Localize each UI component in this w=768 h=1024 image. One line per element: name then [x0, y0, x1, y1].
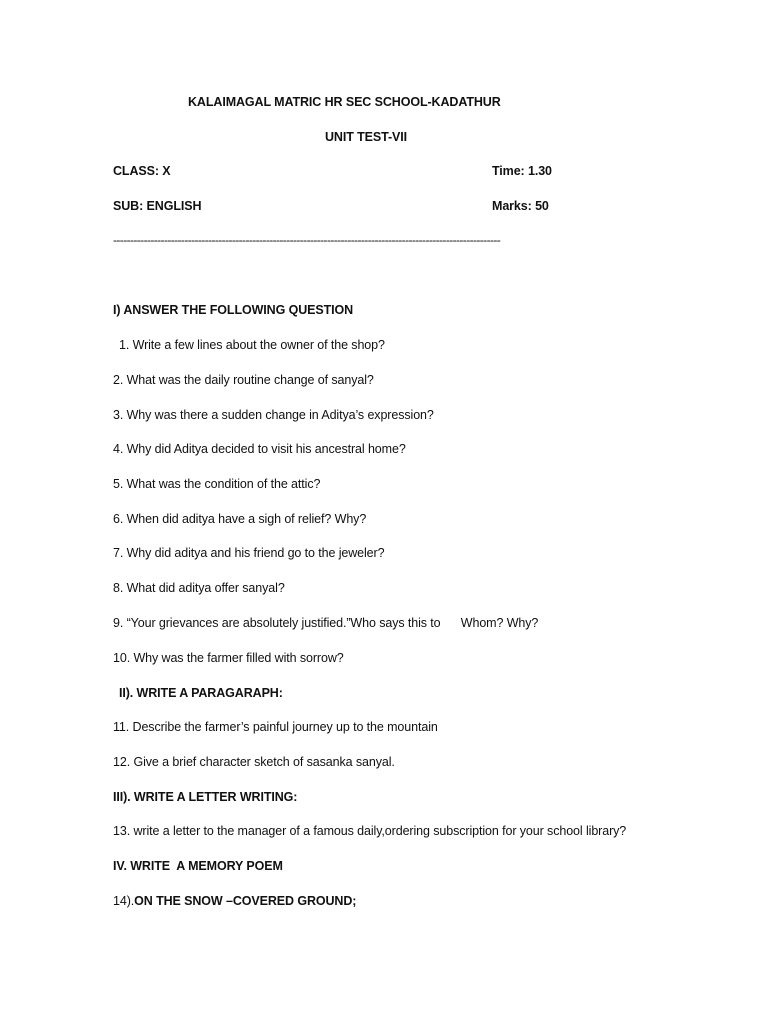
question-item: 10. Why was the farmer filled with sorrow? [113, 651, 344, 665]
question-item: 8. What did aditya offer sanyal? [113, 581, 285, 595]
question-number: 14). [113, 894, 135, 908]
question-item: 3. Why was there a sudden change in Aditya’s expression? [113, 408, 434, 422]
question-item: 1. Write a few lines about the owner of the shop? [119, 338, 385, 352]
subject-label: SUB: ENGLISH [113, 199, 202, 213]
class-label: CLASS: X [113, 164, 171, 178]
school-name: KALAIMAGAL MATRIC HR SEC SCHOOL-KADATHUR [188, 95, 501, 109]
question-item: 6. When did aditya have a sigh of relief? Why? [113, 512, 367, 526]
section-heading: III). WRITE A LETTER WRITING: [113, 790, 298, 804]
separator-rule: ------------------------------------------------------------------------------------------------------------------ [113, 233, 501, 247]
section-heading: II). WRITE A PARAGARAPH: [119, 686, 283, 700]
time-label: Time: 1.30 [492, 164, 552, 178]
question-item: 11. Describe the farmer’s painful journey up to the mountain [113, 720, 438, 734]
question-item: 12. Give a brief character sketch of sasanka sanyal. [113, 755, 395, 769]
question-item: 2. What was the daily routine change of sanyal? [113, 373, 374, 387]
poem-title: ON THE SNOW –COVERED GROUND; [134, 894, 357, 908]
section-heading: I) ANSWER THE FOLLOWING QUESTION [113, 303, 354, 317]
question-item: 9. “Your grievances are absolutely justified.”Who says this to Whom? Why? [113, 616, 539, 630]
test-title: UNIT TEST-VII [325, 130, 408, 144]
question-item: 5. What was the condition of the attic? [113, 477, 321, 491]
section-heading: IV. WRITE A MEMORY POEM [113, 859, 283, 873]
question-item: 4. Why did Aditya decided to visit his ancestral home? [113, 442, 406, 456]
question-item: 7. Why did aditya and his friend go to the jeweler? [113, 546, 385, 560]
marks-label: Marks: 50 [492, 199, 549, 213]
question-item: 13. write a letter to the manager of a famous daily,ordering subscription for your school library? [113, 824, 627, 838]
question-item [113, 893, 356, 909]
